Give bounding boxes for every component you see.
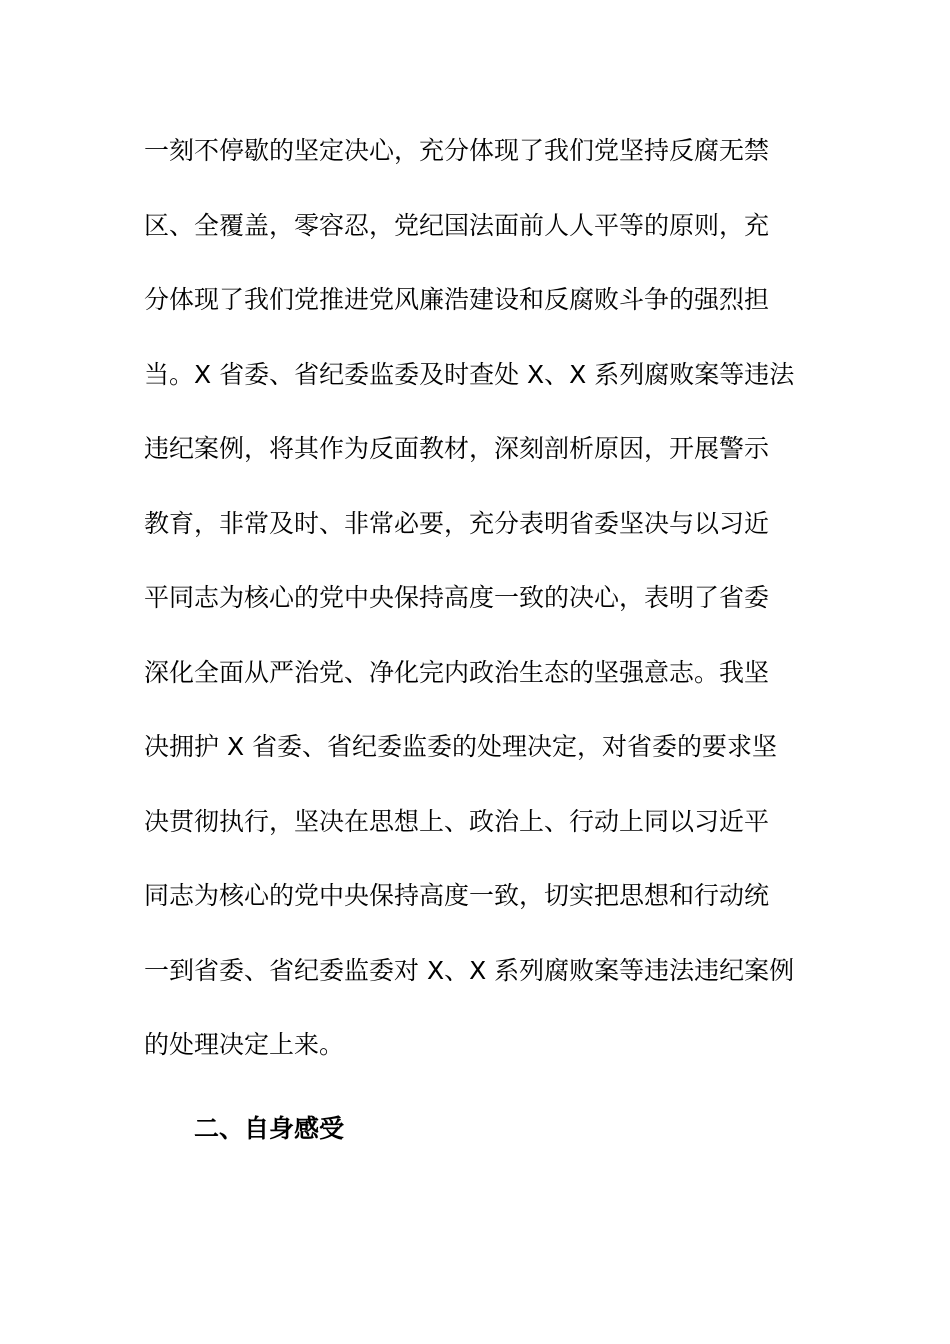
paragraph-line: 一到省委、省纪委监委对 X、X 系列腐败案等违法违纪案例: [144, 955, 795, 985]
paragraph-line: 平同志为核心的党中央保持高度一致的决心，表明了省委: [144, 583, 770, 612]
paragraph-line: 区、全覆盖，零容忍，党纪国法面前人人平等的原则，充: [144, 210, 770, 240]
paragraph-line: 违纪案例，将其作为反面教材，深刻剖析原因，开展警示: [144, 434, 770, 463]
paragraph-line: 当。X 省委、省纪委监委及时查处 X、X 系列腐败案等违法: [144, 359, 795, 389]
paragraph-line: 教育，非常及时、非常必要，充分表明省委坚决与以习近: [144, 508, 770, 538]
paragraph-line: 同志为核心的党中央保持高度一致，切实把思想和行动统: [144, 881, 770, 910]
body-paragraph: [144, 114, 814, 1083]
paragraph-line: 决贯彻执行，坚决在思想上、政治上、行动上同以习近平: [144, 806, 770, 836]
paragraph-line: 决拥护 X 省委、省纪委监委的处理决定，对省委的要求坚: [144, 732, 778, 761]
paragraph-line: 一刻不停歇的坚定决心，充分体现了我们党坚持反腐无禁: [144, 136, 770, 165]
paragraph-line: 深化全面从严治党、净化完内政治生态的坚强意志。我坚: [144, 657, 770, 687]
section-heading: 二、自身感受: [194, 1114, 345, 1143]
paragraph-line: 的处理决定上来。: [144, 1030, 345, 1059]
paragraph-line: 分体现了我们党推进党风廉浩建设和反腐败斗争的强烈担: [144, 285, 770, 314]
